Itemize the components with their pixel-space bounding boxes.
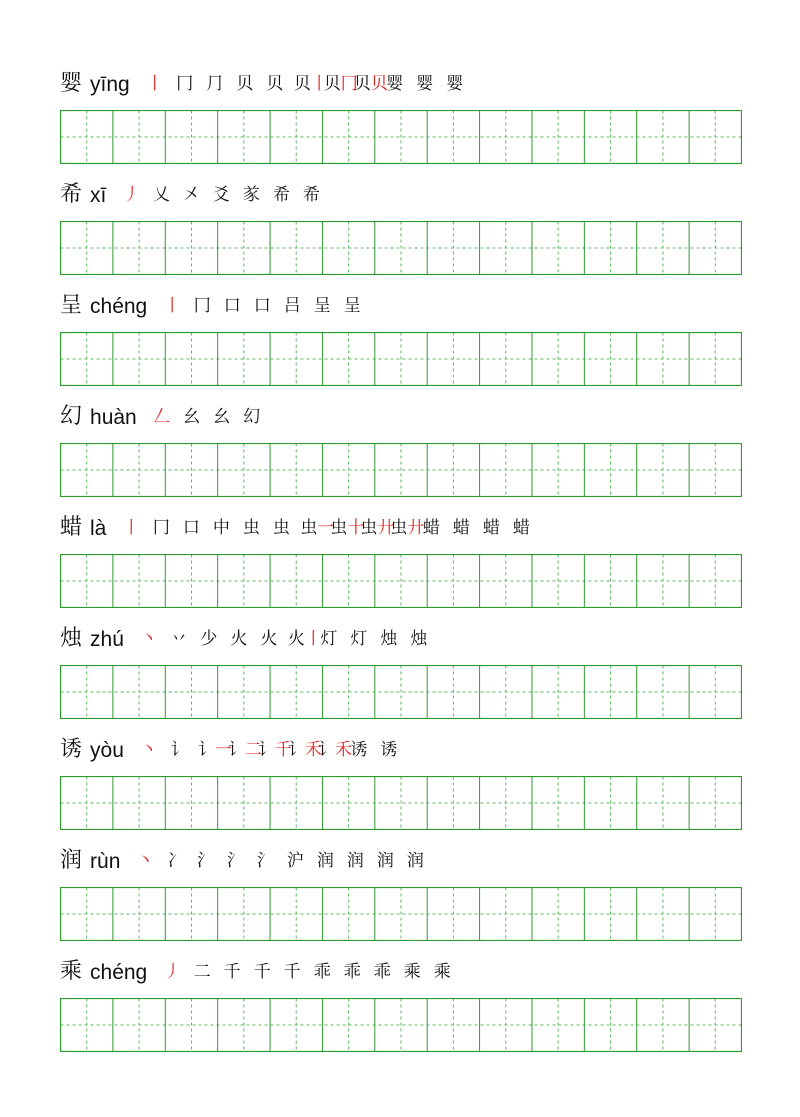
stroke-step: 幺 bbox=[183, 406, 201, 427]
stroke-step: 丨 bbox=[122, 517, 140, 538]
pinyin: yīng bbox=[90, 72, 130, 96]
stroke-step: 丶 bbox=[136, 850, 154, 871]
stroke-step: 润 bbox=[346, 850, 364, 871]
stroke-step: 烛 bbox=[380, 628, 398, 649]
character-entry bbox=[60, 619, 742, 729]
stroke-step: 润 bbox=[376, 850, 394, 871]
stroke-step: 虫廾 bbox=[390, 517, 425, 538]
stroke-order bbox=[138, 619, 438, 659]
stroke-step: 口 bbox=[182, 517, 200, 538]
entry-header bbox=[60, 64, 742, 104]
stroke-step: 婴 bbox=[446, 73, 464, 94]
stroke-step: 少 bbox=[200, 628, 218, 649]
character-entry bbox=[60, 175, 742, 285]
character: 婴 bbox=[60, 71, 83, 96]
stroke-order bbox=[134, 841, 434, 881]
stroke-step: 冂 bbox=[176, 73, 194, 94]
stroke-step: 乘 bbox=[403, 961, 421, 982]
pinyin: là bbox=[90, 516, 107, 540]
pinyin: xī bbox=[90, 183, 107, 207]
stroke-step: 丿 bbox=[122, 184, 140, 205]
stroke-step: 希 bbox=[272, 184, 290, 205]
stroke-step: 冫 bbox=[166, 850, 184, 871]
stroke-order bbox=[151, 397, 271, 437]
character: 希 bbox=[60, 182, 83, 207]
pinyin: zhú bbox=[90, 627, 124, 651]
stroke-step: 讠二 bbox=[227, 739, 262, 760]
stroke-step: 口 bbox=[253, 295, 271, 316]
entry-header bbox=[60, 619, 742, 659]
character-entry bbox=[60, 952, 742, 1062]
pinyin: rùn bbox=[90, 849, 121, 873]
entry-header bbox=[60, 508, 742, 548]
character: 烛 bbox=[60, 626, 83, 651]
stroke-step: 虫十 bbox=[330, 517, 365, 538]
stroke-step: 千 bbox=[223, 961, 241, 982]
pinyin: chéng bbox=[90, 294, 148, 318]
stroke-order bbox=[120, 175, 330, 215]
stroke-order bbox=[120, 508, 540, 548]
entry-header bbox=[60, 730, 742, 770]
stroke-step: 虫 bbox=[242, 517, 260, 538]
stroke-order bbox=[161, 286, 371, 326]
stroke-step: 火丨 bbox=[287, 628, 322, 649]
practice-grid bbox=[60, 332, 742, 386]
stroke-step: 乂 bbox=[152, 184, 170, 205]
stroke-step: 呈 bbox=[313, 295, 331, 316]
entry-header bbox=[60, 841, 742, 881]
stroke-step: 丷 bbox=[170, 628, 188, 649]
entry-header bbox=[60, 286, 742, 326]
stroke-step: 讠 bbox=[170, 739, 188, 760]
stroke-step: 灯 bbox=[350, 628, 368, 649]
stroke-step: 讠一 bbox=[197, 739, 232, 760]
stroke-step: 二 bbox=[193, 961, 211, 982]
stroke-step: 乖 bbox=[373, 961, 391, 982]
practice-grid bbox=[60, 221, 742, 275]
stroke-step: 幻 bbox=[243, 406, 261, 427]
stroke-step: 润 bbox=[316, 850, 334, 871]
stroke-step: 乖 bbox=[343, 961, 361, 982]
stroke-order bbox=[144, 64, 474, 104]
stroke-order bbox=[138, 730, 408, 770]
stroke-step: 贝冂 bbox=[323, 73, 358, 94]
stroke-step: 千 bbox=[283, 961, 301, 982]
practice-grid bbox=[60, 776, 742, 830]
character-entry bbox=[60, 64, 742, 174]
stroke-step: 丨 bbox=[146, 73, 164, 94]
character: 诱 bbox=[60, 737, 83, 762]
practice-grid bbox=[60, 887, 742, 941]
character-entry bbox=[60, 730, 742, 840]
pinyin: chéng bbox=[90, 960, 148, 984]
stroke-step: 讠禾 bbox=[287, 739, 322, 760]
practice-grid bbox=[60, 110, 742, 164]
stroke-step: 蜡 bbox=[452, 517, 470, 538]
character: 幻 bbox=[60, 404, 83, 429]
stroke-step: 虫 bbox=[272, 517, 290, 538]
character-entry bbox=[60, 841, 742, 951]
entry-header bbox=[60, 397, 742, 437]
stroke-step: 冂 bbox=[193, 295, 211, 316]
stroke-step: 贝 bbox=[266, 73, 284, 94]
stroke-step: 诱 bbox=[380, 739, 398, 760]
stroke-step: 丨 bbox=[163, 295, 181, 316]
stroke-order bbox=[161, 952, 461, 992]
stroke-step: 中 bbox=[212, 517, 230, 538]
practice-grid bbox=[60, 998, 742, 1052]
stroke-step: 呈 bbox=[343, 295, 361, 316]
stroke-step: 千 bbox=[253, 961, 271, 982]
character-entry bbox=[60, 508, 742, 618]
stroke-step: 讠禾 bbox=[317, 739, 352, 760]
entry-header bbox=[60, 175, 742, 215]
stroke-step: 诱 bbox=[350, 739, 368, 760]
stroke-step: 氵 bbox=[196, 850, 214, 871]
stroke-step: 贝丨 bbox=[293, 73, 328, 94]
stroke-step: 希 bbox=[302, 184, 320, 205]
stroke-step: 爻 bbox=[212, 184, 230, 205]
character: 蜡 bbox=[60, 515, 83, 540]
stroke-step: 婴 bbox=[416, 73, 434, 94]
stroke-step: 火 bbox=[230, 628, 248, 649]
stroke-step: 润 bbox=[406, 850, 424, 871]
stroke-step: 婴 bbox=[386, 73, 404, 94]
stroke-step: 贝贝 bbox=[353, 73, 388, 94]
practice-grid bbox=[60, 554, 742, 608]
stroke-step: 贝 bbox=[236, 73, 254, 94]
entry-header bbox=[60, 952, 742, 992]
stroke-step: 虫廾 bbox=[360, 517, 395, 538]
stroke-step: 讠千 bbox=[257, 739, 292, 760]
character-entry bbox=[60, 397, 742, 507]
stroke-step: 口 bbox=[223, 295, 241, 316]
stroke-step: 幺 bbox=[213, 406, 231, 427]
stroke-step: 蜡 bbox=[512, 517, 530, 538]
stroke-step: 乖 bbox=[313, 961, 331, 982]
stroke-step: 灯 bbox=[320, 628, 338, 649]
stroke-step: 沪 bbox=[286, 850, 304, 871]
stroke-step: 虫一 bbox=[300, 517, 335, 538]
practice-grid bbox=[60, 443, 742, 497]
character: 润 bbox=[60, 848, 83, 873]
stroke-step: ⺆ bbox=[206, 73, 224, 94]
stroke-step: 丶 bbox=[140, 628, 158, 649]
character: 乘 bbox=[60, 959, 83, 984]
practice-grid bbox=[60, 665, 742, 719]
stroke-step: 㒸 bbox=[242, 184, 260, 205]
stroke-step: 丿 bbox=[163, 961, 181, 982]
character-entry bbox=[60, 286, 742, 396]
stroke-step: 蜡 bbox=[482, 517, 500, 538]
stroke-step: 冂 bbox=[152, 517, 170, 538]
stroke-step: 丶 bbox=[140, 739, 158, 760]
stroke-step: 氵 bbox=[256, 850, 274, 871]
stroke-step: 氵 bbox=[226, 850, 244, 871]
pinyin: yòu bbox=[90, 738, 124, 762]
stroke-step: 㐅 bbox=[182, 184, 200, 205]
stroke-step: 蜡 bbox=[422, 517, 440, 538]
stroke-step: 火 bbox=[260, 628, 278, 649]
stroke-step: 吕 bbox=[283, 295, 301, 316]
stroke-step: 乘 bbox=[433, 961, 451, 982]
stroke-step: 𠃋 bbox=[153, 406, 171, 427]
character: 呈 bbox=[60, 293, 83, 318]
pinyin: huàn bbox=[90, 405, 137, 429]
stroke-step: 烛 bbox=[410, 628, 428, 649]
